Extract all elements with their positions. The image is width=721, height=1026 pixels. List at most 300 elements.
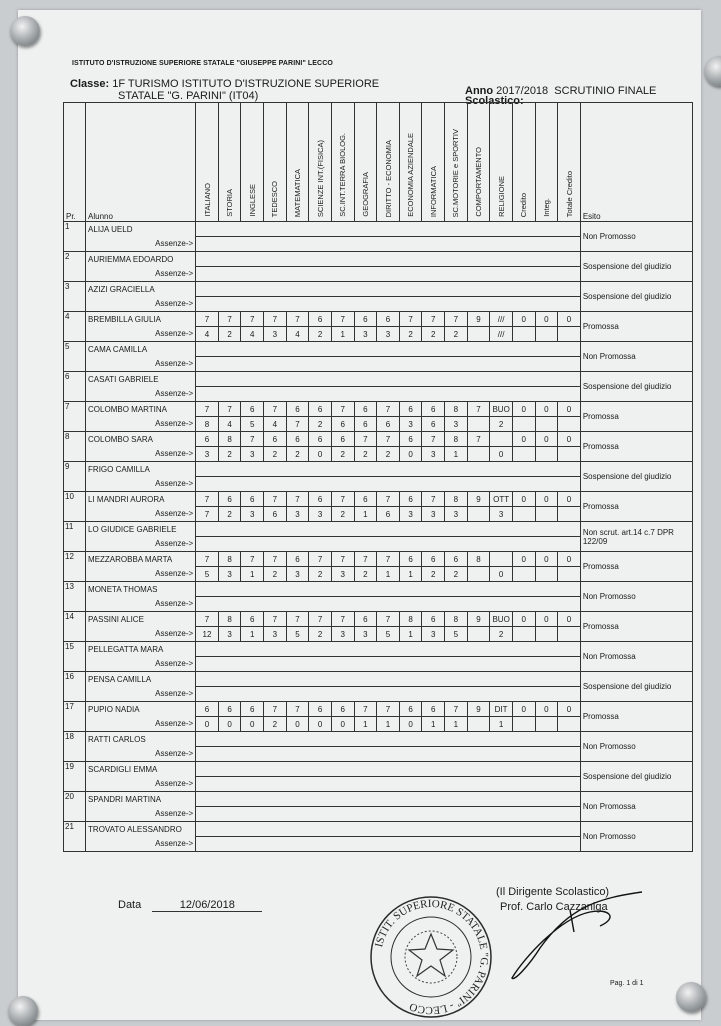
scolastico-label: Scolastico: [465,95,524,107]
header-subject-label: MATEMATICA [293,168,302,217]
absences-label: Assenze-> [86,267,196,282]
grade-cell: 7 [445,702,468,717]
header-esito: Esito [580,103,692,222]
grade-cell: 6 [354,612,377,627]
empty-absences [196,387,581,402]
absence-cell: 2 [309,417,332,432]
grade-cell: 0 [512,312,535,327]
grade-cell: BUO [490,612,513,627]
absence-cell: 2 [331,507,354,522]
absence-cell [512,627,535,642]
absences-label: Assenze-> [86,717,196,732]
grade-cell: 6 [286,402,309,417]
student-row [64,792,693,807]
grade-cell: 8 [445,402,468,417]
grade-cell: 6 [422,552,445,567]
header-subject-label: INFORMATICA [428,165,438,217]
empty-grades [196,822,581,837]
header-subject-label: Credito [519,192,529,217]
absence-cell: 2 [354,447,377,462]
student-name: AURIEMMA EDOARDO [86,252,196,267]
grade-cell: 8 [218,552,241,567]
absence-cell [467,447,490,462]
empty-grades [196,642,581,657]
absence-cell: 3 [422,447,445,462]
grade-cell: 7 [264,312,287,327]
header-subject-label: ECONOMIA AZIENDALE [406,133,416,217]
student-number: 4 [64,312,86,342]
absence-cell: 2 [331,447,354,462]
student-name: PENSA CAMILLA [86,672,196,687]
grade-cell [490,432,513,447]
student-row [64,822,693,837]
absence-cell: 2 [377,447,400,462]
header-subject-label: COMPORTAMENTO [474,147,483,217]
header-subject [354,103,377,222]
grade-cell: 6 [422,612,445,627]
student-number: 9 [64,462,86,492]
absences-label: Assenze-> [86,567,196,582]
grade-cell: 7 [467,432,490,447]
absence-cell [535,567,558,582]
student-row [64,762,693,777]
empty-absences [196,777,581,792]
grade-cell: 6 [354,492,377,507]
esito-cell: Non Promossa [580,792,692,822]
header-subject [241,103,264,222]
grade-cell: 6 [309,402,332,417]
classe-label: Classe: [70,78,110,90]
grade-cell: 7 [331,612,354,627]
student-name: COLOMBO MARTINA [86,402,196,417]
empty-grades [196,282,581,297]
absence-cell: 2 [445,567,468,582]
grade-cell: 0 [535,432,558,447]
absence-cell [512,507,535,522]
empty-absences [196,597,581,612]
absence-cell: 3 [331,627,354,642]
student-number: 2 [64,252,86,282]
grade-cell: 7 [196,312,219,327]
esito-cell: Non Promosso [580,222,692,252]
absences-label: Assenze-> [86,357,196,372]
pushpin-bottom-right [676,982,706,1012]
absence-cell: 0 [196,717,219,732]
empty-grades [196,672,581,687]
absence-cell: 2 [264,567,287,582]
absence-cell [558,567,581,582]
student-number: 10 [64,492,86,522]
grade-cell: 6 [422,702,445,717]
absence-cell [558,507,581,522]
absence-cell: 4 [241,327,264,342]
dirigente-title: (Il Dirigente Scolastico) [496,886,610,898]
absence-cell: 7 [196,507,219,522]
grade-cell: 7 [264,552,287,567]
absence-cell: 2 [218,447,241,462]
absence-cell: 3 [264,327,287,342]
absence-cell: 2 [309,567,332,582]
empty-absences [196,237,581,252]
absence-cell [558,447,581,462]
student-name: AZIZI GRACIELLA [86,282,196,297]
grade-cell: 7 [422,312,445,327]
grade-cell: 6 [354,402,377,417]
student-number: 14 [64,612,86,642]
absence-cell: 3 [218,567,241,582]
absence-cell: 0 [399,447,422,462]
absence-cell [512,447,535,462]
absence-cell: 6 [264,507,287,522]
student-name: PASSINI ALICE [86,612,196,627]
header-subject-label: Totale Credito [564,170,574,217]
grade-cell: 7 [377,612,400,627]
anno-label: Anno [465,85,494,97]
grade-cell: 7 [422,432,445,447]
absence-cell [467,417,490,432]
absences-label: Assenze-> [86,537,196,552]
header-subject-label: SC.MOTORIE e SPORTIV [451,128,461,217]
grade-cell: 8 [467,552,490,567]
grade-cell: 7 [264,402,287,417]
absence-cell: 5 [241,417,264,432]
absence-cell: 2 [422,327,445,342]
classe-line1: 1F TURISMO ISTITUTO D'ISTRUZIONE SUPERIORE [112,78,380,90]
grade-cell: 7 [467,402,490,417]
header-subject [445,103,468,222]
absence-cell [512,327,535,342]
grade-cell: 6 [286,552,309,567]
absences-label: Assenze-> [86,597,196,612]
absence-cell: 3 [218,627,241,642]
student-number: 5 [64,342,86,372]
school-stamp [368,894,494,1020]
grade-cell: 9 [467,612,490,627]
grade-cell: 0 [558,492,581,507]
student-row [64,612,693,627]
grade-cell: 7 [286,312,309,327]
grade-cell: 6 [377,312,400,327]
esito-cell: Promossa [580,492,692,522]
student-number: 18 [64,732,86,762]
grade-cell: 0 [512,402,535,417]
empty-grades [196,372,581,387]
absence-cell [535,507,558,522]
header-subject [264,103,287,222]
grade-cell: 0 [558,702,581,717]
absence-cell [535,627,558,642]
grade-cell: 7 [377,432,400,447]
grade-cell: 7 [377,702,400,717]
grade-cell: 6 [309,432,332,447]
grade-cell: 0 [512,432,535,447]
absence-cell: 0 [218,717,241,732]
student-row [64,432,693,447]
student-row [64,282,693,297]
grade-cell: 6 [331,702,354,717]
absence-cell: 1 [490,717,513,732]
student-row [64,342,693,357]
grade-cell: 7 [331,552,354,567]
pushpin-bottom-left [8,996,38,1026]
grade-cell: 7 [264,702,287,717]
student-number: 7 [64,402,86,432]
absence-cell [535,417,558,432]
student-name: COLOMBO SARA [86,432,196,447]
grade-cell: 7 [196,612,219,627]
empty-grades [196,222,581,237]
absence-cell: 2 [218,327,241,342]
grade-cell: 6 [196,702,219,717]
grade-cell: 6 [422,402,445,417]
grade-cell: 0 [535,312,558,327]
student-number: 17 [64,702,86,732]
empty-grades [196,762,581,777]
header-subject [512,103,535,222]
grade-cell: 6 [309,702,332,717]
esito-cell: Sospensione del giudizio [580,462,692,492]
student-number: 15 [64,642,86,672]
esito-cell: Promossa [580,612,692,642]
absence-cell [467,567,490,582]
grade-cell: 0 [535,492,558,507]
absence-cell: 0 [331,717,354,732]
grade-cell: 7 [331,402,354,417]
absence-cell [512,567,535,582]
absence-cell: 3 [422,507,445,522]
pushpin-top-right [704,56,721,86]
absences-label: Assenze-> [86,327,196,342]
student-row [64,462,693,477]
absences-label: Assenze-> [86,657,196,672]
student-number: 16 [64,672,86,702]
absence-cell: 3 [354,627,377,642]
empty-absences [196,657,581,672]
absence-cell [558,417,581,432]
absence-cell: 1 [377,717,400,732]
absence-cell: 3 [354,327,377,342]
institute-name: ISTITUTO D'ISTRUZIONE SUPERIORE STATALE "GIUSEPPE PARINI" LECCO [72,60,333,67]
student-name: FRIGO CAMILLA [86,462,196,477]
student-row [64,522,693,537]
absence-cell: 0 [309,717,332,732]
esito-cell: Sospensione del giudizio [580,672,692,702]
grade-cell: 6 [309,312,332,327]
header-subject [490,103,513,222]
student-number: 3 [64,282,86,312]
grade-cell: 7 [331,312,354,327]
grade-cell: 7 [241,432,264,447]
empty-grades [196,462,581,477]
grade-cell: 7 [309,612,332,627]
grade-cell: 7 [377,492,400,507]
empty-grades [196,732,581,747]
student-number: 8 [64,432,86,462]
absence-cell: 3 [490,507,513,522]
student-name: PELLEGATTA MARA [86,642,196,657]
header-subject [399,103,422,222]
absences-label: Assenze-> [86,417,196,432]
grade-cell: 7 [354,552,377,567]
grade-cell: 7 [241,312,264,327]
grade-cell: 0 [535,402,558,417]
student-name: LI MANDRI AURORA [86,492,196,507]
esito-cell: Non Promosso [580,822,692,852]
grade-cell: 7 [377,402,400,417]
absences-label: Assenze-> [86,237,196,252]
student-number: 11 [64,522,86,552]
grade-cell: 7 [264,492,287,507]
grade-cell: 6 [399,432,422,447]
handwritten-signature [500,878,650,988]
absence-cell: 3 [445,417,468,432]
student-number: 19 [64,762,86,792]
student-row [64,672,693,687]
absence-cell: 2 [445,327,468,342]
absence-cell: 3 [241,447,264,462]
absence-cell: 4 [196,327,219,342]
esito-cell: Sospensione del giudizio [580,372,692,402]
grade-cell: 0 [558,612,581,627]
grade-cell: 0 [558,402,581,417]
grade-cell: 6 [399,552,422,567]
grade-cell: 0 [558,312,581,327]
absence-cell: 6 [354,417,377,432]
absence-cell: 0 [490,447,513,462]
empty-absences [196,297,581,312]
grade-cell: 6 [445,552,468,567]
absence-cell: 6 [377,507,400,522]
absence-cell: 5 [377,627,400,642]
grade-cell: 9 [467,492,490,507]
grade-cell: 7 [331,492,354,507]
empty-absences [196,747,581,762]
student-name: ALIJA UELD [86,222,196,237]
header-subject [377,103,400,222]
absences-label: Assenze-> [86,627,196,642]
absence-cell: 2 [264,447,287,462]
esito-cell: Non Promossa [580,642,692,672]
empty-grades [196,582,581,597]
student-row [64,222,693,237]
absence-cell: 12 [196,627,219,642]
absence-cell [467,627,490,642]
header-subject [196,103,219,222]
header-subject-label: INGLESE [247,184,257,217]
student-row [64,312,693,327]
absences-label: Assenze-> [86,297,196,312]
student-number: 1 [64,222,86,252]
grade-cell: 7 [196,402,219,417]
absence-cell: 7 [286,417,309,432]
absence-cell: 3 [286,567,309,582]
student-name: LO GIUDICE GABRIELE [86,522,196,537]
student-name: BREMBILLA GIULIA [86,312,196,327]
empty-grades [196,522,581,537]
header-subject [331,103,354,222]
header-subject [558,103,581,222]
absence-cell [467,717,490,732]
absence-cell: 0 [286,717,309,732]
grade-cell: 7 [218,312,241,327]
absence-cell [535,327,558,342]
absence-cell: 1 [445,447,468,462]
empty-absences [196,837,581,852]
grade-cell: 6 [264,432,287,447]
esito-cell: Non Promosso [580,732,692,762]
student-row [64,582,693,597]
absences-label: Assenze-> [86,807,196,822]
dirigente-name: Prof. Carlo Cazzaniga [500,901,608,913]
absence-cell: 6 [331,417,354,432]
grade-cell: 6 [241,612,264,627]
header-subject [309,103,332,222]
esito-cell: Promossa [580,312,692,342]
header-subject-label: STORIA [225,189,235,217]
absence-cell [467,327,490,342]
student-row [64,702,693,717]
student-row [64,552,693,567]
student-name: SCARDIGLI EMMA [86,762,196,777]
grade-cell: 7 [309,552,332,567]
esito-cell: Promossa [580,432,692,462]
grade-cell: 7 [196,492,219,507]
grade-cell [490,552,513,567]
header-subject [422,103,445,222]
absence-cell: 1 [399,627,422,642]
student-name: MONETA THOMAS [86,582,196,597]
absence-cell: 2 [490,417,513,432]
absence-cell [512,717,535,732]
student-number: 12 [64,552,86,582]
grade-cell: 0 [558,552,581,567]
absences-label: Assenze-> [86,777,196,792]
grade-cell: 7 [264,612,287,627]
absence-cell: 5 [286,627,309,642]
absence-cell: 6 [377,417,400,432]
page-number: Pag. 1 di 1 [610,980,644,987]
grade-cell: 7 [218,402,241,417]
student-name: MEZZAROBBA MARTA [86,552,196,567]
grade-cell: /// [490,312,513,327]
grade-cell: 8 [218,432,241,447]
empty-absences [196,807,581,822]
empty-grades [196,792,581,807]
grade-cell: 6 [399,402,422,417]
header-subject [218,103,241,222]
scrutinio-label: SCRUTINIO FINALE [554,85,657,97]
absence-cell: 0 [490,567,513,582]
absences-label: Assenze-> [86,387,196,402]
header-subject-label: SCIENZE INT.(FISICA) [315,139,325,217]
empty-absences [196,267,581,282]
header-subject [286,103,309,222]
grade-cell: 6 [331,432,354,447]
absence-cell: 1 [445,717,468,732]
absence-cell [535,447,558,462]
absence-cell: 1 [241,627,264,642]
grade-cell: 0 [535,552,558,567]
grade-cell: 6 [354,312,377,327]
absence-cell: 2 [399,327,422,342]
class-title [70,78,379,102]
absence-cell: 3 [445,507,468,522]
header-subject-label: Integ. [541,198,551,217]
absences-label: Assenze-> [86,837,196,852]
absence-cell: 0 [309,447,332,462]
absence-cell: 3 [399,507,422,522]
absence-cell: 1 [354,717,377,732]
